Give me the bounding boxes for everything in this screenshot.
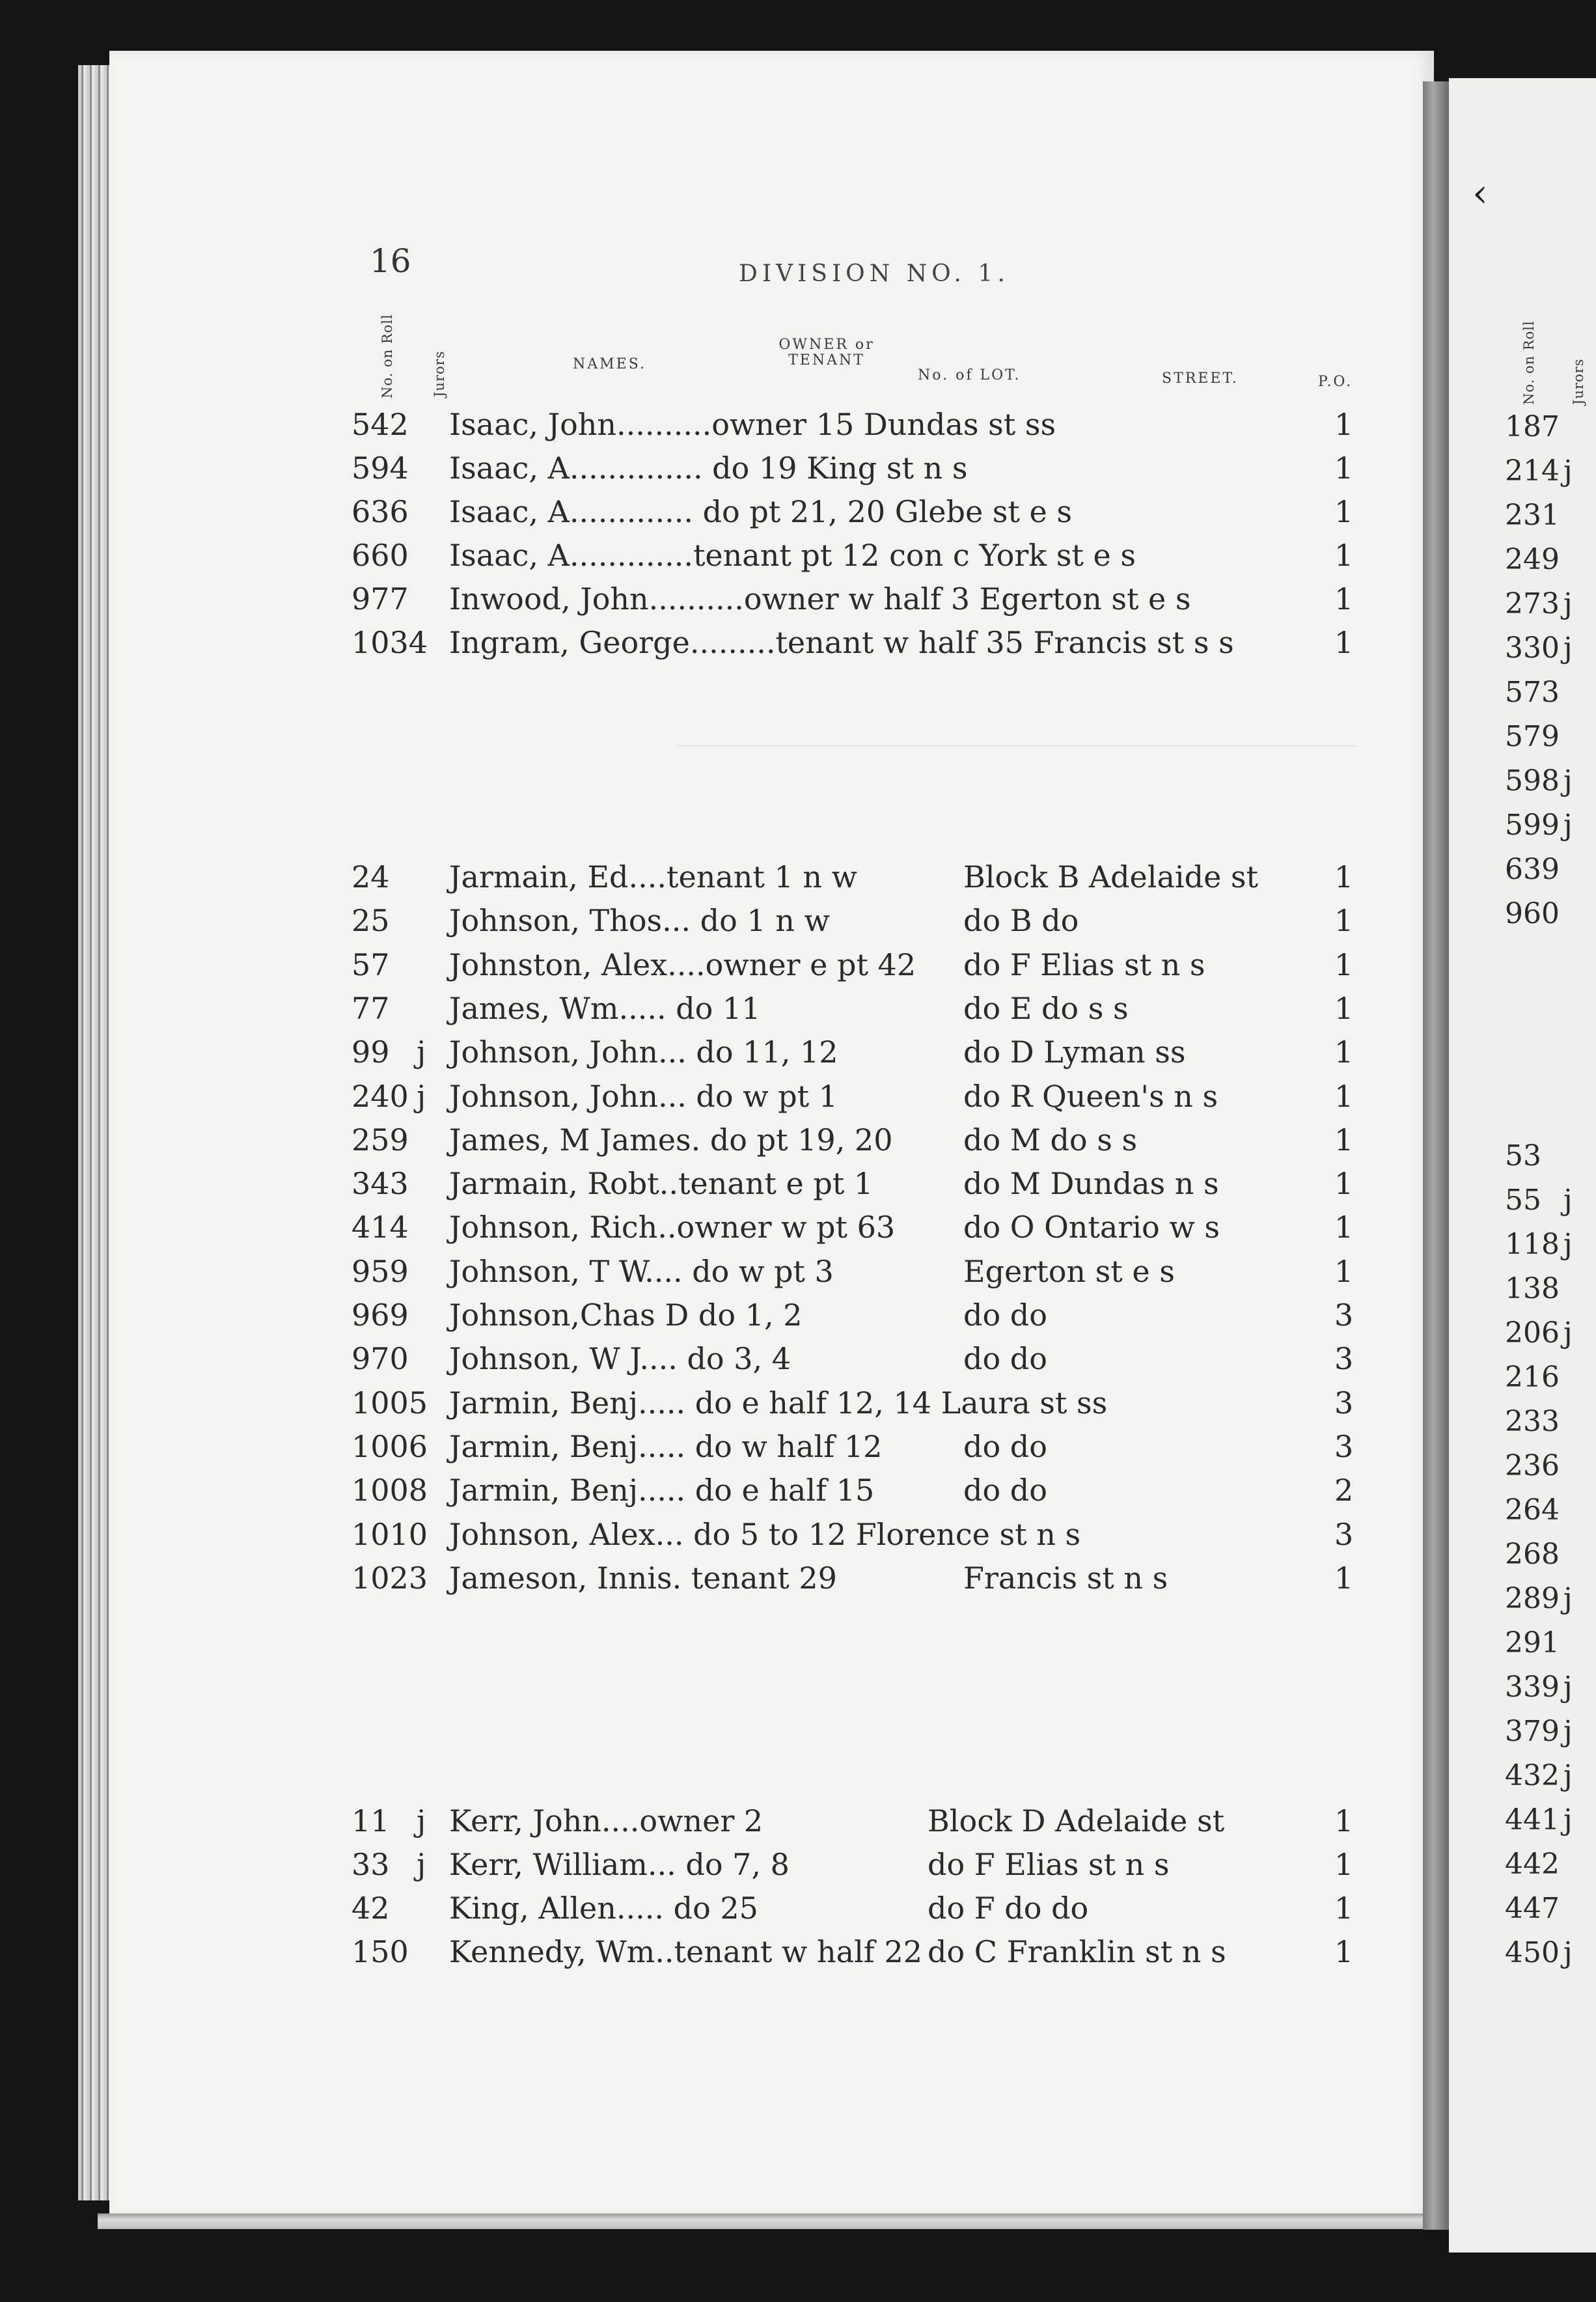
po-number: 1 <box>1334 451 1354 486</box>
entry-text: Isaac, A.............tenant pt 12 con c York st e s <box>449 538 1136 573</box>
roll-number: 977 <box>351 581 409 617</box>
facing-juror-mark: j <box>1563 1759 1573 1792</box>
po-number: 1 <box>1334 1847 1354 1882</box>
facing-juror-mark: j <box>1563 1803 1573 1837</box>
facing-juror-mark: j <box>1563 1671 1573 1704</box>
po-number: 1 <box>1334 1560 1354 1596</box>
roll-number: 24 <box>351 859 390 894</box>
po-number: 3 <box>1334 1516 1354 1552</box>
facing-roll-number: 233 <box>1505 1405 1560 1438</box>
entry-street: do do <box>963 1297 1047 1333</box>
entry-street: Block D Adelaide st <box>928 1803 1225 1838</box>
facing-roll-number: 450 <box>1505 1936 1560 1969</box>
entry-text: Jarmain, Robt..tenant e pt 1 <box>449 1166 874 1202</box>
entry-text: Johnson, Thos... do 1 n w <box>449 903 830 939</box>
header-roll: No. on Roll <box>379 314 395 398</box>
roll-number: 1006 <box>351 1428 428 1464</box>
roll-entry <box>0 947 1367 986</box>
po-number: 1 <box>1334 494 1354 529</box>
roll-entry <box>0 581 1367 620</box>
facing-roll-number: 599 <box>1505 809 1560 842</box>
entry-street: do F Elias st n s <box>963 947 1205 982</box>
facing-juror-mark: j <box>1563 1715 1573 1748</box>
po-number: 1 <box>1334 1034 1354 1070</box>
roll-entry <box>0 1034 1367 1074</box>
juror-mark: j <box>417 1847 426 1882</box>
facing-roll-number: 231 <box>1505 499 1560 532</box>
roll-entry <box>0 494 1367 533</box>
roll-entry <box>0 991 1367 1030</box>
roll-entry <box>0 1891 1367 1930</box>
po-number: 1 <box>1334 581 1354 617</box>
roll-number: 259 <box>351 1122 409 1158</box>
entry-street: do O Ontario w s <box>963 1210 1220 1245</box>
facing-roll-number: 379 <box>1505 1715 1560 1748</box>
entry-text: Kerr, John....owner 2 <box>449 1803 764 1838</box>
entry-text: Inwood, John..........owner w half 3 Egerton st e s <box>449 581 1191 617</box>
entry-street: Egerton st e s <box>963 1253 1175 1289</box>
roll-number: 970 <box>351 1341 409 1377</box>
header-street: STREET. <box>1162 370 1239 387</box>
facing-juror-mark: j <box>1563 1582 1573 1615</box>
roll-number: 42 <box>351 1891 390 1926</box>
entry-text: Johnson, Rich..owner w pt 63 <box>449 1210 896 1245</box>
roll-number: 33 <box>351 1847 390 1882</box>
roll-entry <box>0 1210 1367 1249</box>
facing-roll-number: 264 <box>1505 1493 1560 1527</box>
entry-street: do D Lyman ss <box>963 1034 1186 1070</box>
facing-roll-number: 268 <box>1505 1538 1560 1571</box>
po-number: 1 <box>1334 1210 1354 1245</box>
roll-entry <box>0 1254 1367 1293</box>
facing-roll-number: 442 <box>1505 1848 1560 1881</box>
facing-roll-number: 289 <box>1505 1582 1560 1615</box>
po-number: 3 <box>1334 1385 1354 1421</box>
juror-mark: j <box>417 1803 426 1838</box>
scan-mark: ‹ <box>1472 171 1488 216</box>
facing-roll-number: 187 <box>1505 410 1560 443</box>
entry-street: do do <box>963 1473 1047 1508</box>
entry-text: Isaac, John..........owner 15 Dundas st ss <box>449 407 1056 442</box>
roll-entry <box>0 1166 1367 1205</box>
facing-roll-number: 432 <box>1505 1759 1560 1792</box>
header-jurors: Jurors <box>432 350 447 397</box>
facing-roll-number: 339 <box>1505 1671 1560 1704</box>
juror-mark: j <box>417 1034 426 1070</box>
entry-text: James, Wm..... do 11 <box>449 990 761 1026</box>
entry-text: Johnson, W J.... do 3, 4 <box>449 1341 791 1377</box>
roll-number: 57 <box>351 947 390 982</box>
entry-text: Johnson, Alex... do 5 to 12 Florence st n s <box>449 1516 1081 1552</box>
entry-text: Johnson, John... do 11, 12 <box>449 1034 838 1070</box>
facing-roll-number: 53 <box>1505 1139 1541 1172</box>
roll-entry <box>0 407 1367 446</box>
roll-entry <box>0 451 1367 490</box>
facing-roll-number: 291 <box>1505 1626 1560 1659</box>
po-number: 1 <box>1334 1122 1354 1158</box>
facing-roll-number: 138 <box>1505 1272 1560 1305</box>
po-number: 1 <box>1334 1891 1354 1926</box>
roll-entry <box>0 1429 1367 1468</box>
roll-number: 594 <box>351 451 409 486</box>
roll-entry <box>0 859 1367 898</box>
entry-text: Isaac, A.............. do 19 King st n s <box>449 451 968 486</box>
po-number: 1 <box>1334 903 1354 939</box>
facing-roll-number: 118 <box>1505 1228 1560 1261</box>
facing-juror-mark: j <box>1563 454 1573 488</box>
facing-roll-number: 598 <box>1505 764 1560 797</box>
entry-text: James, M James. do pt 19, 20 <box>449 1122 893 1158</box>
roll-number: 969 <box>351 1297 409 1333</box>
po-number: 1 <box>1334 1803 1354 1838</box>
facing-roll-number: 447 <box>1505 1892 1560 1925</box>
facing-roll-number: 273 <box>1505 587 1560 620</box>
facing-roll-number: 579 <box>1505 720 1560 753</box>
roll-number: 414 <box>351 1210 409 1245</box>
po-number: 1 <box>1334 538 1354 573</box>
roll-entry <box>0 1934 1367 1973</box>
po-number: 1 <box>1334 1166 1354 1202</box>
roll-number: 25 <box>351 903 390 939</box>
roll-entry <box>0 1473 1367 1512</box>
facing-juror-mark: j <box>1563 1228 1573 1261</box>
divider <box>677 745 1357 747</box>
entry-street: do F do do <box>928 1891 1089 1926</box>
entry-text: Jarmain, Ed....tenant 1 n w <box>449 859 857 894</box>
header-owner-tenant: OWNER or TENANT <box>778 337 875 369</box>
entry-street: do B do <box>963 903 1079 939</box>
roll-entry <box>0 1297 1367 1337</box>
roll-entry <box>0 538 1367 577</box>
entry-text: Johnson, T W.... do w pt 3 <box>449 1253 834 1289</box>
roll-entry <box>0 1517 1367 1556</box>
book-gutter <box>1423 81 1449 2230</box>
juror-mark: j <box>417 1078 426 1114</box>
entry-street: Francis st n s <box>963 1560 1168 1596</box>
entry-text: Johnson, John... do w pt 1 <box>449 1078 838 1114</box>
facing-roll-number: 206 <box>1505 1316 1560 1350</box>
entry-text: Johnston, Alex....owner e pt 42 <box>449 947 916 982</box>
roll-entry <box>0 1079 1367 1118</box>
facing-roll-number: 249 <box>1505 543 1560 576</box>
entry-street: do do <box>963 1428 1047 1464</box>
entry-text: Kerr, William... do 7, 8 <box>449 1847 790 1882</box>
entry-text: Johnson,Chas D do 1, 2 <box>449 1297 803 1333</box>
entry-text: Ingram, George.........tenant w half 35 Francis st s s <box>449 625 1234 660</box>
facing-roll-number: 214 <box>1505 454 1560 488</box>
facing-header-jurors: Jurors <box>1571 358 1586 405</box>
roll-number: 240 <box>351 1078 409 1114</box>
roll-number: 959 <box>351 1253 409 1289</box>
entry-street: do M do s s <box>963 1122 1138 1158</box>
facing-roll-number: 441 <box>1505 1803 1560 1837</box>
entry-street: do E do s s <box>963 990 1129 1026</box>
header-po: P.O. <box>1318 374 1353 390</box>
facing-header-roll: No. on Roll <box>1521 320 1537 405</box>
entry-text: Jarmin, Benj..... do e half 15 <box>449 1473 875 1508</box>
roll-number: 150 <box>351 1934 409 1969</box>
entry-text: Kennedy, Wm..tenant w half 22 <box>449 1934 922 1969</box>
entry-street: Block B Adelaide st <box>963 859 1259 894</box>
po-number: 3 <box>1334 1341 1354 1377</box>
header-names: NAMES. <box>573 356 647 372</box>
facing-roll-number: 216 <box>1505 1361 1560 1394</box>
entry-text: Jarmin, Benj..... do e half 12, 14 Laura st ss <box>449 1385 1108 1421</box>
page-bottom-edge <box>98 2213 1438 2229</box>
roll-number: 1005 <box>351 1385 428 1421</box>
roll-number: 542 <box>351 407 409 442</box>
roll-number: 660 <box>351 538 409 573</box>
facing-juror-mark: j <box>1563 1184 1573 1217</box>
facing-roll-number: 960 <box>1505 897 1560 930</box>
po-number: 1 <box>1334 407 1354 442</box>
facing-roll-number: 573 <box>1505 676 1560 709</box>
roll-number: 1010 <box>351 1516 428 1552</box>
facing-roll-number: 236 <box>1505 1449 1560 1482</box>
roll-number: 636 <box>351 494 409 529</box>
roll-entry <box>0 903 1367 942</box>
po-number: 1 <box>1334 990 1354 1026</box>
entry-street: do R Queen's n s <box>963 1078 1218 1114</box>
po-number: 3 <box>1334 1297 1354 1333</box>
facing-juror-mark: j <box>1563 809 1573 842</box>
po-number: 1 <box>1334 1253 1354 1289</box>
page-number: 16 <box>370 242 411 280</box>
facing-roll-number: 639 <box>1505 853 1560 886</box>
facing-roll-number: 330 <box>1505 631 1560 665</box>
po-number: 1 <box>1334 625 1354 660</box>
roll-entry <box>0 625 1367 664</box>
facing-juror-mark: j <box>1563 1936 1573 1969</box>
entry-text: Jameson, Innis. tenant 29 <box>449 1560 837 1596</box>
po-number: 1 <box>1334 947 1354 982</box>
roll-entry <box>0 1560 1367 1600</box>
roll-number: 1008 <box>351 1473 428 1508</box>
po-number: 1 <box>1334 1078 1354 1114</box>
facing-roll-number: 55 <box>1505 1184 1541 1217</box>
roll-number: 99 <box>351 1034 390 1070</box>
entry-text: King, Allen..... do 25 <box>449 1891 758 1926</box>
facing-juror-mark: j <box>1563 631 1573 665</box>
entry-text: Isaac, A............. do pt 21, 20 Glebe st e s <box>449 494 1072 529</box>
roll-number: 77 <box>351 990 390 1026</box>
roll-number: 1023 <box>351 1560 428 1596</box>
entry-street: do C Franklin st n s <box>928 1934 1226 1969</box>
facing-juror-mark: j <box>1563 1316 1573 1350</box>
po-number: 2 <box>1334 1473 1354 1508</box>
roll-number: 343 <box>351 1166 409 1202</box>
roll-entry <box>0 1341 1367 1380</box>
entry-street: do F Elias st n s <box>928 1847 1170 1882</box>
entry-text: Jarmin, Benj..... do w half 12 <box>449 1428 883 1464</box>
facing-juror-mark: j <box>1563 764 1573 797</box>
po-number: 3 <box>1334 1428 1354 1464</box>
roll-entry <box>0 1847 1367 1886</box>
roll-number: 11 <box>351 1803 390 1838</box>
roll-number: 1034 <box>351 625 428 660</box>
po-number: 1 <box>1334 859 1354 894</box>
roll-entry <box>0 1385 1367 1424</box>
running-head: DIVISION NO. 1. <box>739 260 1010 287</box>
po-number: 1 <box>1334 1934 1354 1969</box>
entry-street: do do <box>963 1341 1047 1377</box>
header-lot: No. of LOT. <box>918 367 1021 383</box>
facing-juror-mark: j <box>1563 587 1573 620</box>
roll-entry <box>0 1803 1367 1842</box>
entry-street: do M Dundas n s <box>963 1166 1219 1202</box>
roll-entry <box>0 1122 1367 1161</box>
